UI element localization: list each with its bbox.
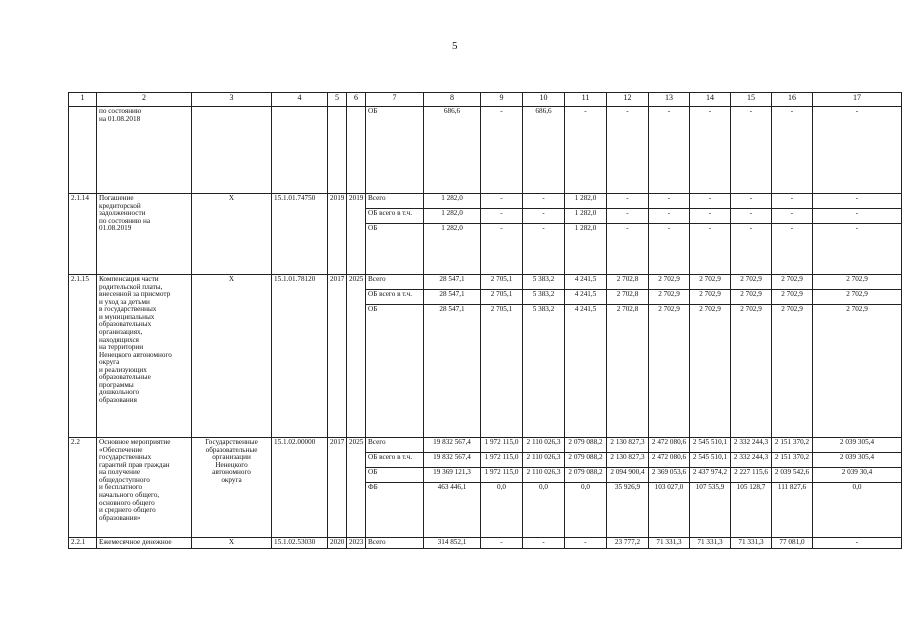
value-cell: 1 282,0	[424, 194, 481, 209]
value-cell: 2 039 305,4	[813, 453, 902, 468]
empty-cell	[328, 107, 347, 194]
value-cell: -	[481, 224, 523, 275]
value-cell: 28 547,1	[424, 305, 481, 438]
row-code: 15.1.01.78120	[272, 275, 328, 438]
value-cell: 0,0	[813, 483, 902, 538]
value-cell: 2 702,9	[772, 290, 813, 305]
program-table	[68, 92, 902, 549]
value-cell: -	[523, 224, 565, 275]
empty-cell	[272, 107, 328, 194]
source-cell: ОБ всего в т.ч.	[366, 209, 424, 224]
value-cell: -	[731, 224, 772, 275]
value-cell: 1 972 115,0	[481, 438, 523, 453]
value-cell: -	[523, 209, 565, 224]
source-cell: ОБ	[366, 468, 424, 483]
value-cell: 0,0	[481, 483, 523, 538]
value-cell: 2 151 370,2	[772, 438, 813, 453]
value-cell: -	[731, 209, 772, 224]
header-row	[69, 93, 902, 107]
header-cell-10: 10	[523, 93, 565, 107]
value-cell: -	[813, 209, 902, 224]
value-cell: 28 547,1	[424, 275, 481, 290]
value-cell: -	[481, 538, 523, 549]
value-cell: 2 130 827,3	[607, 453, 649, 468]
row-executor: X	[192, 194, 272, 275]
value-cell: -	[772, 209, 813, 224]
value-cell: 35 926,9	[607, 483, 649, 538]
row-code: 15.1.02.00000	[272, 438, 328, 538]
value-cell: 19 832 567,4	[424, 438, 481, 453]
row-number: 2.2.1	[69, 538, 97, 549]
value-cell: -	[813, 538, 902, 549]
header-cell-9: 9	[481, 93, 523, 107]
value-cell: 111 827,6	[772, 483, 813, 538]
value-cell: 1 282,0	[565, 194, 607, 209]
value-cell: 2 110 026,3	[523, 438, 565, 453]
value-cell: 2 702,9	[690, 305, 731, 438]
header-cell-17: 17	[813, 93, 902, 107]
value-cell: 2 039 542,6	[772, 468, 813, 483]
value-cell: 2 130 827,3	[607, 438, 649, 453]
row-year-end: 2019	[347, 194, 366, 275]
value-cell: 0,0	[565, 483, 607, 538]
row-number: 2.2	[69, 438, 97, 538]
value-cell: 2 472 080,6	[649, 438, 690, 453]
value-cell: 1 972 115,0	[481, 468, 523, 483]
header-cell-7: 7	[366, 93, 424, 107]
value-cell: -	[649, 194, 690, 209]
value-cell: 4 241,5	[565, 305, 607, 438]
row-name: Погашение кредиторской задолженности по состоянию на 01.08.2019	[97, 194, 192, 275]
value-cell: 686,6	[523, 107, 565, 194]
header-cell-4: 4	[272, 93, 328, 107]
value-cell: -	[481, 194, 523, 209]
value-cell: 71 331,3	[649, 538, 690, 549]
value-cell: 103 027,0	[649, 483, 690, 538]
header-cell-1: 1	[69, 93, 97, 107]
row-name: Ежемесячное денежное	[97, 538, 192, 549]
value-cell: -	[813, 194, 902, 209]
value-cell: -	[481, 107, 523, 194]
value-cell: 2 079 088,2	[565, 438, 607, 453]
value-cell: 2 702,9	[649, 305, 690, 438]
row-221	[69, 538, 902, 549]
value-cell: -	[772, 194, 813, 209]
value-cell: 686,6	[424, 107, 481, 194]
source-cell: ОБ всего в т.ч.	[366, 453, 424, 468]
row-2115-row	[69, 275, 902, 290]
value-cell: -	[772, 107, 813, 194]
row-executor: X	[192, 538, 272, 549]
value-cell: 71 331,3	[690, 538, 731, 549]
header-cell-12: 12	[607, 93, 649, 107]
source-cell: ОБ	[366, 107, 424, 194]
value-cell: 107 535,9	[690, 483, 731, 538]
value-cell: -	[523, 194, 565, 209]
value-cell: -	[731, 194, 772, 209]
value-cell: 2 151 370,2	[772, 453, 813, 468]
value-cell: 2 472 080,6	[649, 453, 690, 468]
value-cell: 2 705,1	[481, 290, 523, 305]
value-cell: 2 702,9	[772, 275, 813, 290]
value-cell: 0,0	[523, 483, 565, 538]
header-cell-14: 14	[690, 93, 731, 107]
value-cell: 2 702,9	[731, 305, 772, 438]
value-cell: -	[565, 107, 607, 194]
row-year-start: 2020	[328, 538, 347, 549]
value-cell: -	[607, 224, 649, 275]
value-cell: -	[772, 224, 813, 275]
value-cell: 314 852,1	[424, 538, 481, 549]
value-cell: 2 702,9	[731, 275, 772, 290]
value-cell: 1 972 115,0	[481, 453, 523, 468]
value-cell: 1 282,0	[424, 224, 481, 275]
value-cell: 71 331,3	[731, 538, 772, 549]
row-year-end: 2025	[347, 438, 366, 538]
value-cell: 105 128,7	[731, 483, 772, 538]
value-cell: 2 702,9	[813, 305, 902, 438]
header-cell-5: 5	[328, 93, 347, 107]
empty-cell	[347, 107, 366, 194]
value-cell: 1 282,0	[565, 209, 607, 224]
value-cell: 2 702,9	[690, 290, 731, 305]
source-cell: ФБ	[366, 483, 424, 538]
row-year-end: 2023	[347, 538, 366, 549]
page-number: 5	[452, 40, 458, 52]
row-number: 2.1.14	[69, 194, 97, 275]
value-cell: -	[607, 209, 649, 224]
value-cell: 2 702,8	[607, 290, 649, 305]
source-cell: Всего	[366, 538, 424, 549]
row-name: Компенсация части родительской платы, внесенной за присмотр и уход за детьми в государственных и муниципальных образовательных организациях, находящихся на территории Ненецкого автономного округа и реализующих образовательные программы дошкольного образования	[97, 275, 192, 438]
value-cell: 2 039 30,4	[813, 468, 902, 483]
value-cell: 19 369 121,3	[424, 468, 481, 483]
value-cell: 77 081,0	[772, 538, 813, 549]
value-cell: 2 702,8	[607, 305, 649, 438]
header-cell-3: 3	[192, 93, 272, 107]
value-cell: -	[607, 107, 649, 194]
value-cell: -	[523, 538, 565, 549]
value-cell: 1 282,0	[565, 224, 607, 275]
value-cell: 2 039 305,4	[813, 438, 902, 453]
row-name-cell: по состоянию на 01.08.2018	[97, 107, 192, 194]
value-cell: 2 702,9	[813, 290, 902, 305]
empty-cell	[192, 107, 272, 194]
source-cell: ОБ	[366, 305, 424, 438]
value-cell: -	[690, 107, 731, 194]
source-cell: Всего	[366, 275, 424, 290]
row-num-cell	[69, 107, 97, 194]
value-cell: 463 446,1	[424, 483, 481, 538]
value-cell: 19 832 567,4	[424, 453, 481, 468]
value-cell: 2 437 974,2	[690, 468, 731, 483]
value-cell: -	[481, 209, 523, 224]
row-year-start: 2017	[328, 438, 347, 538]
header-cell-16: 16	[772, 93, 813, 107]
value-cell: -	[690, 194, 731, 209]
value-cell: 2 702,9	[772, 305, 813, 438]
row-code: 15.1.02.53030	[272, 538, 328, 549]
value-cell: 4 241,5	[565, 290, 607, 305]
value-cell: -	[813, 107, 902, 194]
value-cell: -	[813, 224, 902, 275]
value-cell: 2 702,8	[607, 275, 649, 290]
table-row	[69, 107, 902, 194]
value-cell: 5 383,2	[523, 290, 565, 305]
value-cell: -	[565, 538, 607, 549]
value-cell: -	[649, 209, 690, 224]
value-cell: -	[690, 224, 731, 275]
value-cell: -	[690, 209, 731, 224]
value-cell: 2 702,9	[731, 290, 772, 305]
header-cell-11: 11	[565, 93, 607, 107]
value-cell: 2 079 088,2	[565, 468, 607, 483]
value-cell: 2 332 244,3	[731, 438, 772, 453]
value-cell: 2 702,9	[690, 275, 731, 290]
value-cell: 28 547,1	[424, 290, 481, 305]
value-cell: 2 227 115,6	[731, 468, 772, 483]
row-year-start: 2017	[328, 275, 347, 438]
source-cell: ОБ	[366, 224, 424, 275]
value-cell: 4 241,5	[565, 275, 607, 290]
value-cell: 2 705,1	[481, 275, 523, 290]
value-cell: 2 545 510,1	[690, 453, 731, 468]
row-number: 2.1.15	[69, 275, 97, 438]
value-cell: -	[649, 107, 690, 194]
source-cell: Всего	[366, 438, 424, 453]
value-cell: 2 705,1	[481, 305, 523, 438]
row-executor: X	[192, 275, 272, 438]
value-cell: 5 383,2	[523, 275, 565, 290]
row-name: Основное мероприятие «Обеспечение государственных гарантий прав граждан на получение общедоступного и бесплатного начального общего, основного общего и среднего общего образования»	[97, 438, 192, 538]
value-cell: 2 702,9	[649, 290, 690, 305]
value-cell: 2 702,9	[813, 275, 902, 290]
header-cell-8: 8	[424, 93, 481, 107]
row-code: 15.1.01.74750	[272, 194, 328, 275]
value-cell: 2 110 026,3	[523, 468, 565, 483]
row-22-row	[69, 438, 902, 453]
row-year-end: 2025	[347, 275, 366, 438]
header-cell-6: 6	[347, 93, 366, 107]
value-cell: 2 079 088,2	[565, 453, 607, 468]
value-cell: 2 369 053,6	[649, 468, 690, 483]
value-cell: 5 383,2	[523, 305, 565, 438]
value-cell: 2 094 900,4	[607, 468, 649, 483]
value-cell: -	[607, 194, 649, 209]
header-cell-15: 15	[731, 93, 772, 107]
row-executor: Государственные образовательные организации Ненецкого автономного округа	[192, 438, 272, 538]
value-cell: 2 702,9	[649, 275, 690, 290]
value-cell: 23 777,2	[607, 538, 649, 549]
row-year-start: 2019	[328, 194, 347, 275]
value-cell: 1 282,0	[424, 209, 481, 224]
value-cell: -	[649, 224, 690, 275]
value-cell: -	[731, 107, 772, 194]
header-cell-2: 2	[97, 93, 192, 107]
header-cell-13: 13	[649, 93, 690, 107]
source-cell: ОБ всего в т.ч.	[366, 290, 424, 305]
value-cell: 2 332 244,3	[731, 453, 772, 468]
row-2114-row	[69, 194, 902, 209]
value-cell: 2 545 510,1	[690, 438, 731, 453]
value-cell: 2 110 026,3	[523, 453, 565, 468]
source-cell: Всего	[366, 194, 424, 209]
